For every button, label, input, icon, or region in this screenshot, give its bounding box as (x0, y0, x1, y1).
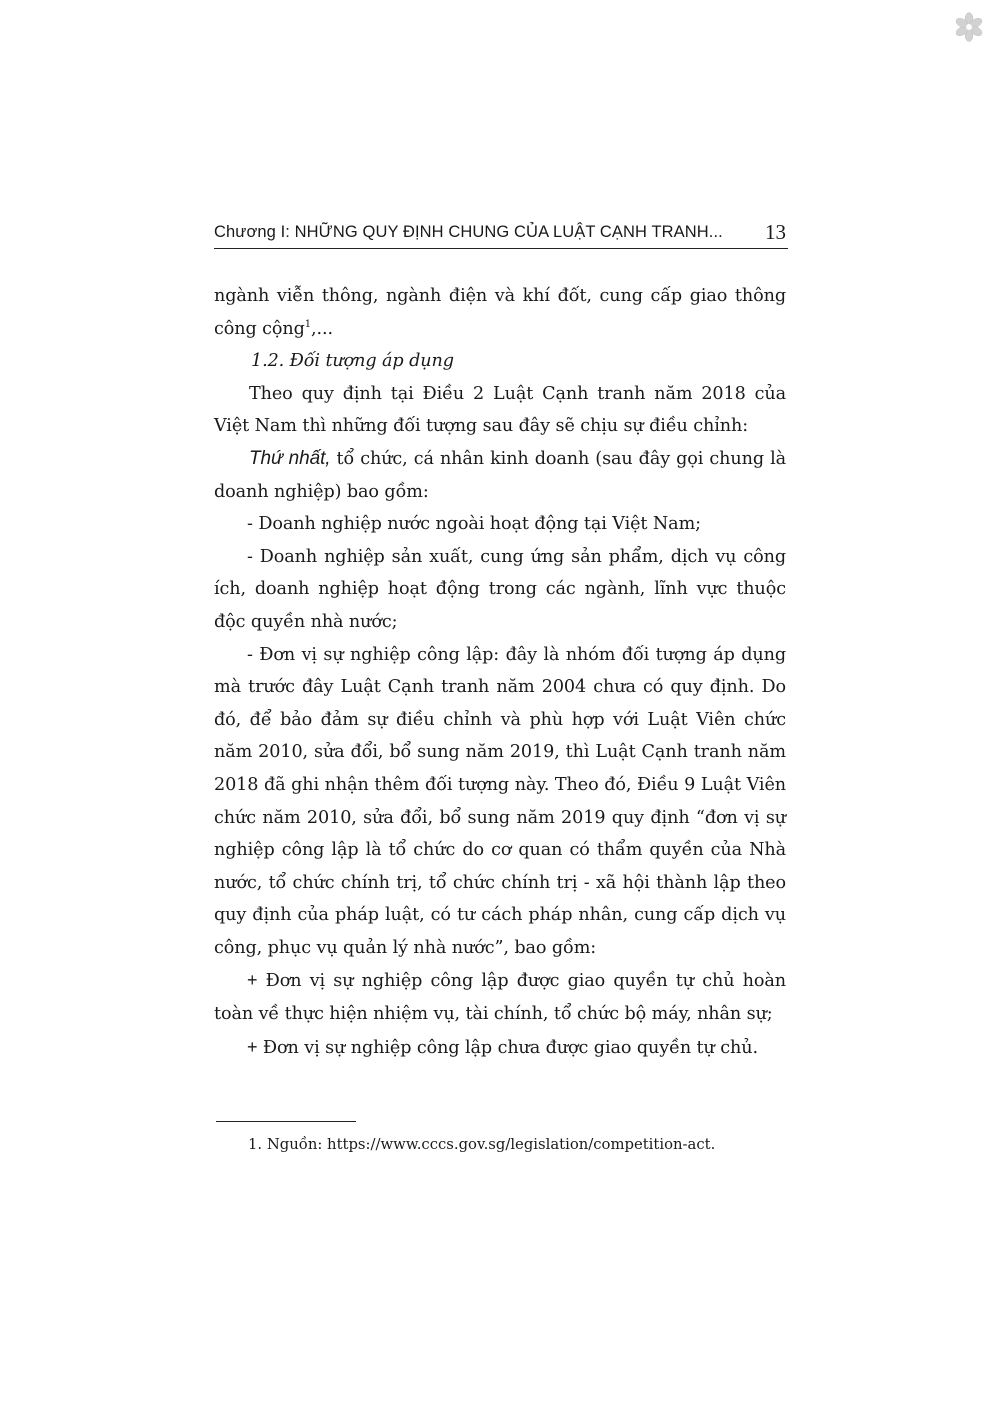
list-item-public-utility-enterprise: - Doanh nghiệp sản xuất, cung ứng sản phẩm, dịch vụ công ích, doanh nghiệp hoạt động trong các ngành, lĩnh vực thuộc độc quyền nhà nước; (214, 546, 786, 632)
emphasis-first: Thứ nhất, (249, 447, 331, 469)
list-item-autonomous-unit: + Đơn vị sự nghiệp công lập được giao quyền tự chủ hoàn toàn về thực hiện nhiệm vụ, tài chính, tổ chức bộ máy, nhân sự; (214, 970, 786, 1025)
section-heading: 1.2. Đối tượng áp dụng (251, 351, 454, 372)
flower-logo-icon (954, 12, 984, 42)
paragraph-continuation: ngành viễn thông, ngành điện và khí đốt, cung cấp giao thông công cộng$^1$,... (214, 286, 786, 339)
footnote-text: 1. Nguồn: https://www.cccs.gov.sg/legislation/competition-act. (248, 1136, 716, 1153)
list-item-foreign-enterprise: - Doanh nghiệp nước ngoài hoạt động tại Việt Nam; (247, 514, 701, 535)
list-item-non-autonomous-unit: + Đơn vị sự nghiệp công lập chưa được giao quyền tự chủ. (247, 1036, 758, 1058)
page-number: 13 (765, 220, 786, 244)
footnote-divider (216, 1121, 356, 1122)
paragraph-first-group: Thứ nhất, tổ chức, cá nhân kinh doanh (sau đây gọi chung là doanh nghiệp) bao gồm: (214, 447, 786, 502)
paragraph-intro: Theo quy định tại Điều 2 Luật Cạnh tranh năm 2018 của Việt Nam thì những đối tượng sau đây sẽ chịu sự điều chỉnh: (214, 383, 786, 437)
chapter-title: Chương I: NHỮNG QUY ĐỊNH CHUNG CỦA LUẬT CẠNH TRANH... (214, 223, 723, 241)
running-header (214, 220, 788, 249)
page-body (214, 280, 786, 1064)
footnote-ref: 1 (304, 318, 312, 330)
list-item-public-service-unit: - Đơn vị sự nghiệp công lập: đây là nhóm đối tượng áp dụng mà trước đây Luật Cạnh tranh năm 2004 chưa có quy định. Do đó, để bảo đảm sự điều chỉnh và phù hợp với Luật Viên chức năm 2010, sửa đổi, bổ sung năm 2019, thì Luật Cạnh tranh năm 2018 đã ghi nhận thêm đối tượng này. Theo đó, Điều 9 Luật Viên chức năm 2010, sửa đổi, bổ sung năm 2019 quy định “đơn vị sự nghiệp công lập là tổ chức do cơ quan có thẩm quyền của Nhà nước, tổ chức chính trị, tổ chức chính trị - xã hội thành lập theo quy định của pháp luật, có tư cách pháp nhân, cung cấp dịch vụ công, phục vụ quản lý nhà nước”, bao gồm: (214, 644, 786, 958)
